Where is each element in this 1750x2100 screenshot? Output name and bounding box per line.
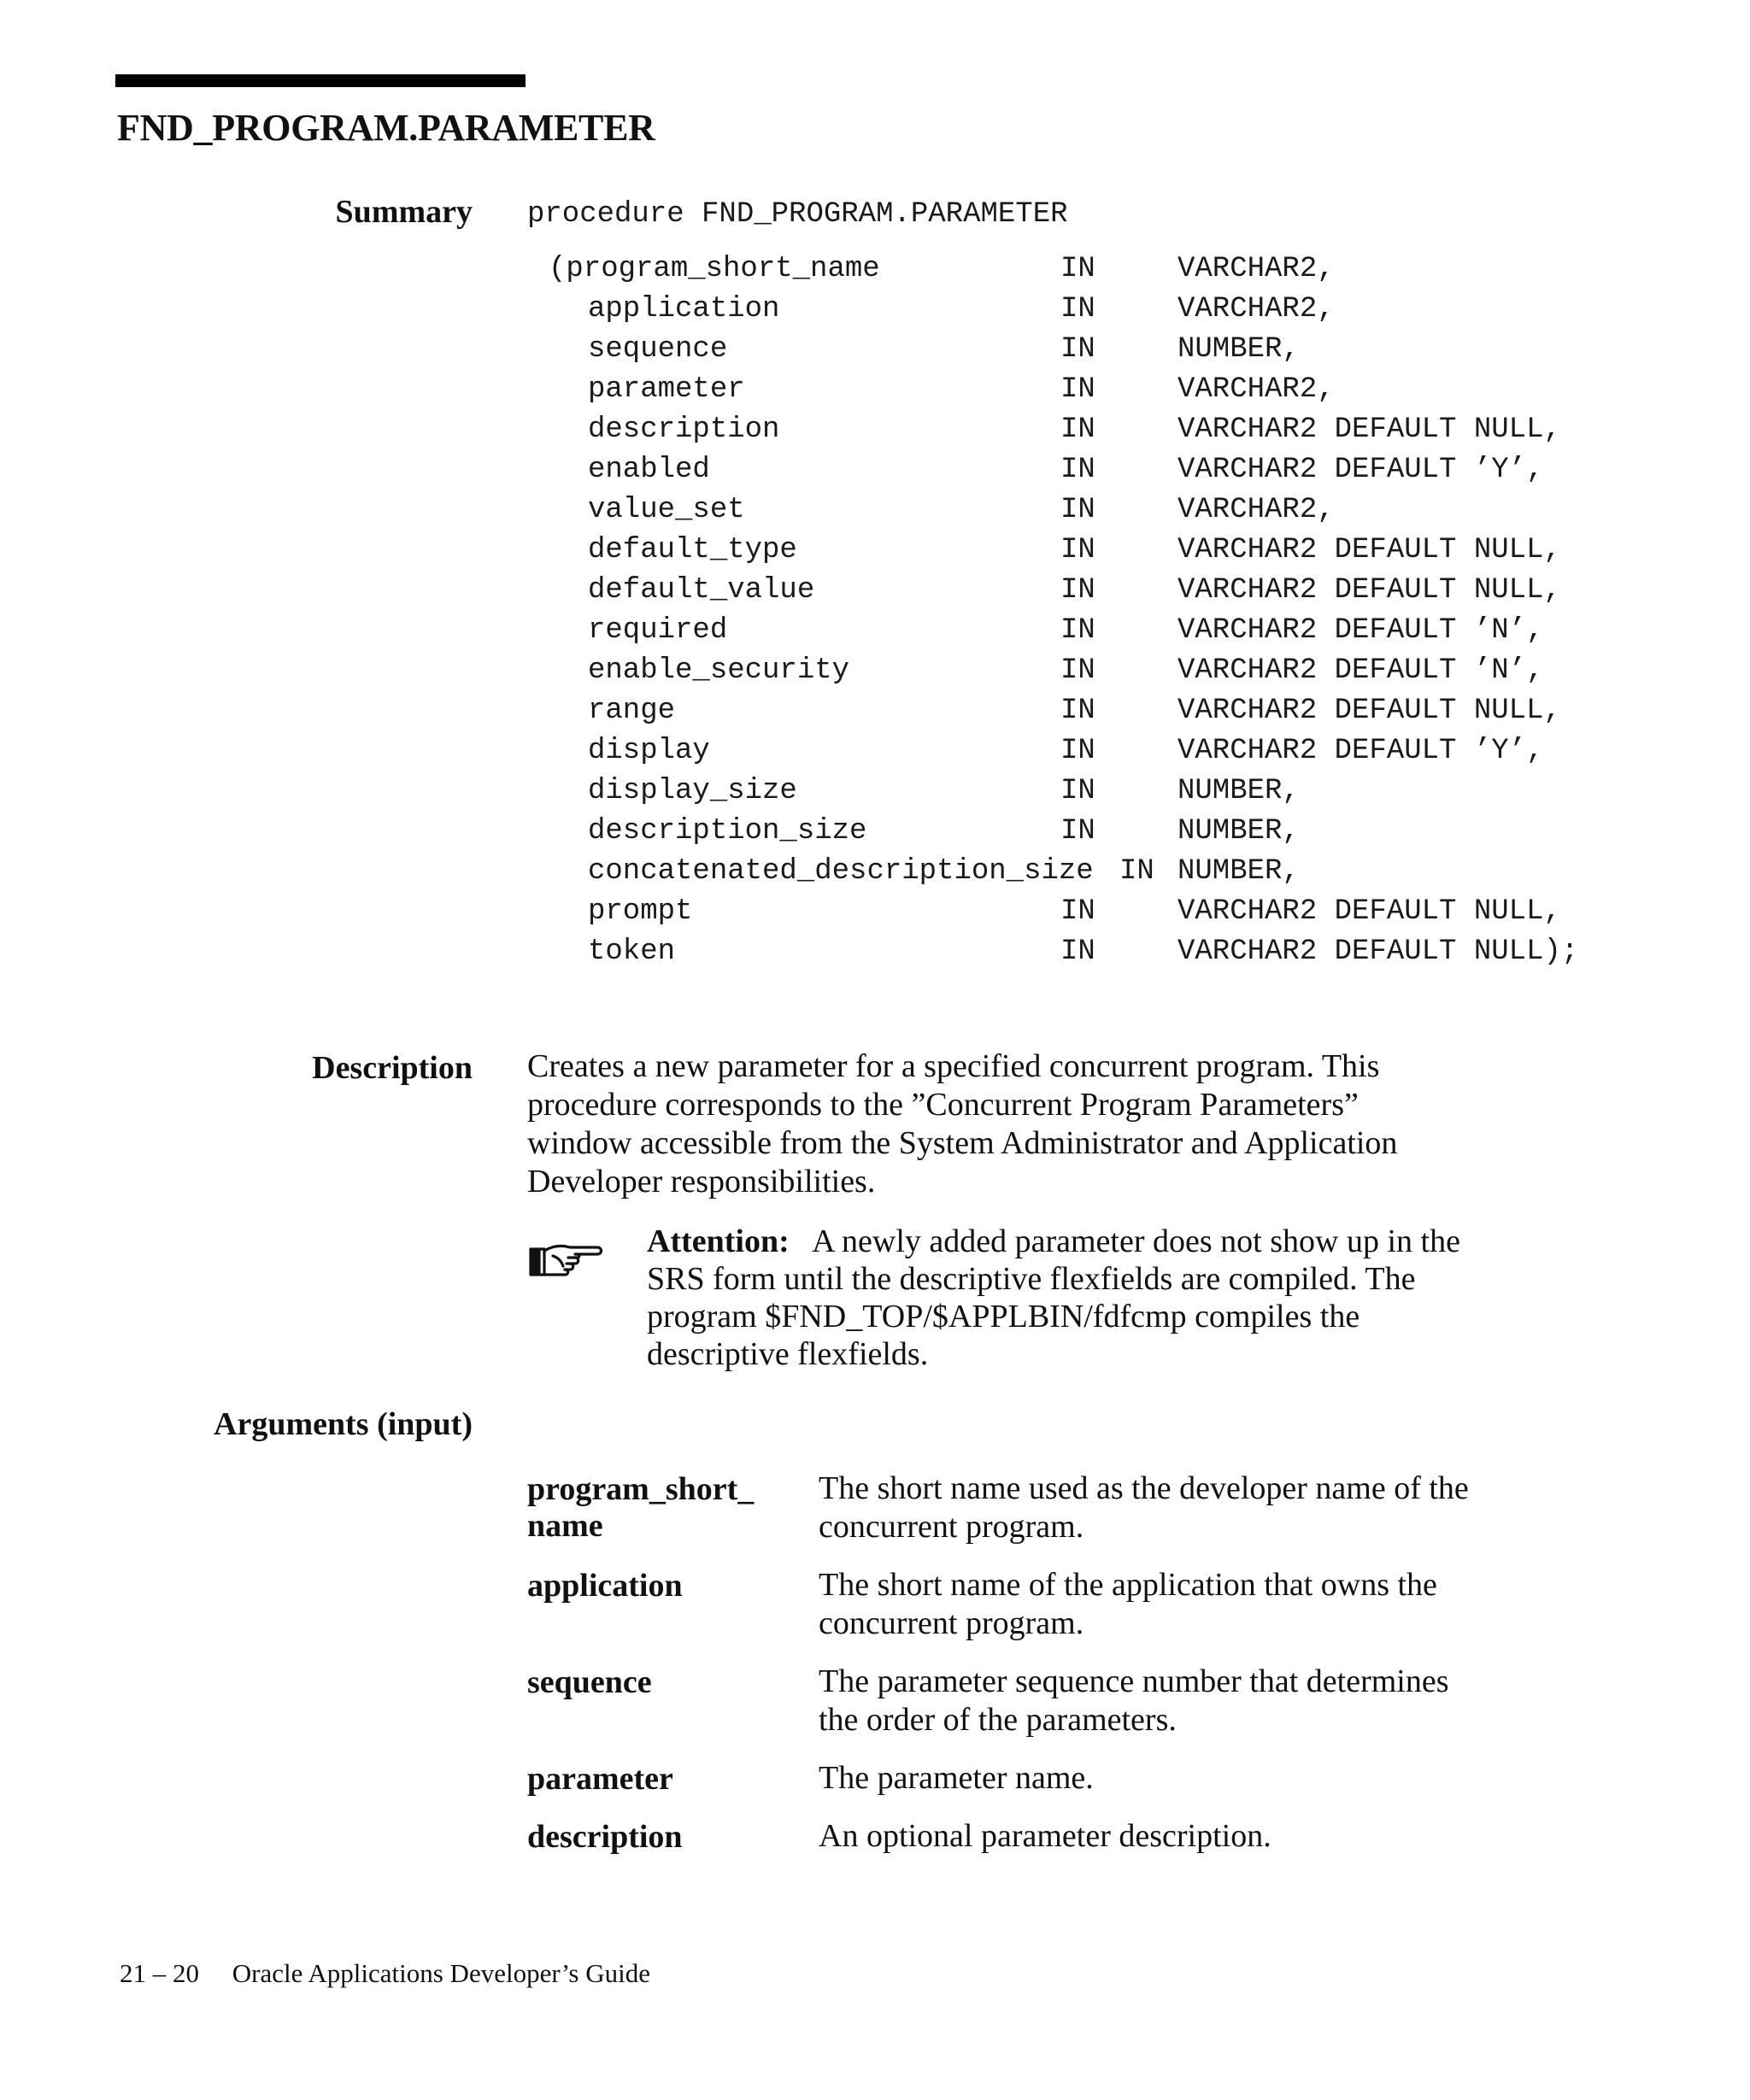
arg-name-line: application xyxy=(527,1568,683,1604)
param-mode: IN xyxy=(1060,534,1095,566)
param-name: concatenated_description_size xyxy=(588,855,1094,888)
arg-desc-line: The short name of the application that owns the xyxy=(819,1567,1437,1603)
param-mode: IN xyxy=(1060,454,1095,486)
arg-desc-sequence xyxy=(819,1663,1571,1739)
arg-desc-parameter xyxy=(819,1759,1571,1798)
param-name: token xyxy=(588,936,676,968)
attention-line-1 xyxy=(647,1223,1460,1261)
arg-desc-line: the order of the parameters. xyxy=(819,1702,1177,1738)
arg-name-program-short-name xyxy=(527,1471,801,1545)
param-type: VARCHAR2 DEFAULT ’Y’, xyxy=(1177,454,1544,486)
param-name: enabled xyxy=(588,454,710,486)
param-mode: IN xyxy=(1060,293,1095,326)
book-title: Oracle Applications Developer’s Guide xyxy=(232,1958,650,1988)
arg-name-sequence xyxy=(527,1664,801,1701)
param-type: VARCHAR2 DEFAULT NULL, xyxy=(1177,414,1561,446)
attention-line-2: SRS form until the descriptive flexfields are compiled. The xyxy=(647,1261,1416,1297)
param-name: display_size xyxy=(588,775,797,807)
param-type: VARCHAR2, xyxy=(1177,494,1335,526)
param-mode: IN xyxy=(1060,695,1095,727)
param-type: VARCHAR2 DEFAULT NULL, xyxy=(1177,534,1561,566)
param-mode: IN xyxy=(1060,936,1095,968)
description-line-3: window accessible from the System Administrator and Application xyxy=(527,1125,1398,1161)
param-type: VARCHAR2 DEFAULT ’Y’, xyxy=(1177,735,1544,767)
arg-name-application xyxy=(527,1568,801,1604)
page-title: FND_PROGRAM.PARAMETER xyxy=(117,107,655,149)
param-mode: IN xyxy=(1060,815,1095,848)
param-mode: IN xyxy=(1060,735,1095,767)
summary-label: Summary xyxy=(335,194,473,230)
attention-text: A newly added parameter does not show up in the xyxy=(812,1223,1460,1259)
arg-desc-application xyxy=(819,1566,1571,1643)
description-line-2: procedure corresponds to the ”Concurrent Program Parameters” xyxy=(527,1087,1359,1123)
param-name: (program_short_name xyxy=(549,253,880,285)
param-type: VARCHAR2 DEFAULT ’N’, xyxy=(1177,654,1544,687)
arg-desc-line: concurrent program. xyxy=(819,1605,1084,1641)
param-name: sequence xyxy=(588,333,728,366)
arg-desc-program-short-name xyxy=(819,1469,1571,1546)
param-mode: IN xyxy=(1060,614,1095,647)
param-mode: IN xyxy=(1060,253,1095,285)
param-name: enable_security xyxy=(588,654,850,687)
param-type: NUMBER, xyxy=(1177,333,1300,366)
param-mode: IN xyxy=(1060,895,1095,928)
param-type: NUMBER, xyxy=(1177,815,1300,848)
arg-name-parameter xyxy=(527,1761,801,1798)
arg-name-line: parameter xyxy=(527,1761,673,1797)
param-mode: IN xyxy=(1119,855,1154,888)
param-name: description xyxy=(588,414,780,446)
param-name: default_value xyxy=(588,574,815,607)
param-name: required xyxy=(588,614,728,647)
arg-desc-line: An optional parameter description. xyxy=(819,1818,1271,1854)
param-mode: IN xyxy=(1060,333,1095,366)
description-label: Description xyxy=(312,1050,473,1086)
param-name: description_size xyxy=(588,815,867,848)
description-line-4: Developer responsibilities. xyxy=(527,1164,876,1200)
page-footer xyxy=(120,1958,650,1989)
header-rule xyxy=(115,74,526,87)
param-mode: IN xyxy=(1060,775,1095,807)
param-mode: IN xyxy=(1060,494,1095,526)
param-type: VARCHAR2 DEFAULT NULL); xyxy=(1177,936,1579,968)
param-type: NUMBER, xyxy=(1177,855,1300,888)
procedure-line: procedure FND_PROGRAM.PARAMETER xyxy=(527,198,1068,231)
arg-name-line: program_short_ xyxy=(527,1471,755,1507)
arg-desc-description xyxy=(819,1817,1571,1856)
arguments-label: Arguments (input) xyxy=(214,1406,473,1442)
param-type: VARCHAR2, xyxy=(1177,253,1335,285)
arg-desc-line: The parameter name. xyxy=(819,1760,1094,1796)
param-type: VARCHAR2 DEFAULT NULL, xyxy=(1177,895,1561,928)
attention-line-4: descriptive flexfields. xyxy=(647,1336,929,1372)
page-number: 21 – 20 xyxy=(120,1958,199,1988)
param-name: default_type xyxy=(588,534,797,566)
param-name: prompt xyxy=(588,895,693,928)
arg-name-line: sequence xyxy=(527,1664,652,1700)
attention-line-3: program $FND_TOP/$APPLBIN/fdfcmp compiles the xyxy=(647,1299,1360,1334)
param-type: VARCHAR2, xyxy=(1177,373,1335,406)
param-name: display xyxy=(588,735,710,767)
description-line-1: Creates a new parameter for a specified concurrent program. This xyxy=(527,1048,1380,1084)
arg-desc-line: The short name used as the developer name of the xyxy=(819,1470,1469,1506)
param-name: value_set xyxy=(588,494,745,526)
arg-name-line: name xyxy=(527,1508,603,1544)
param-type: VARCHAR2 DEFAULT NULL, xyxy=(1177,695,1561,727)
pointing-hand-icon xyxy=(527,1237,606,1287)
param-name: range xyxy=(588,695,676,727)
arg-desc-line: concurrent program. xyxy=(819,1509,1084,1545)
arg-name-line: description xyxy=(527,1819,683,1855)
param-name: parameter xyxy=(588,373,745,406)
param-type: NUMBER, xyxy=(1177,775,1300,807)
arg-name-description xyxy=(527,1819,801,1856)
param-type: VARCHAR2, xyxy=(1177,293,1335,326)
param-type: VARCHAR2 DEFAULT NULL, xyxy=(1177,574,1561,607)
arg-desc-line: The parameter sequence number that determines xyxy=(819,1663,1449,1699)
attention-label: Attention: xyxy=(647,1223,790,1259)
param-mode: IN xyxy=(1060,574,1095,607)
param-mode: IN xyxy=(1060,373,1095,406)
param-mode: IN xyxy=(1060,414,1095,446)
param-type: VARCHAR2 DEFAULT ’N’, xyxy=(1177,614,1544,647)
param-name: application xyxy=(588,293,780,326)
param-mode: IN xyxy=(1060,654,1095,687)
